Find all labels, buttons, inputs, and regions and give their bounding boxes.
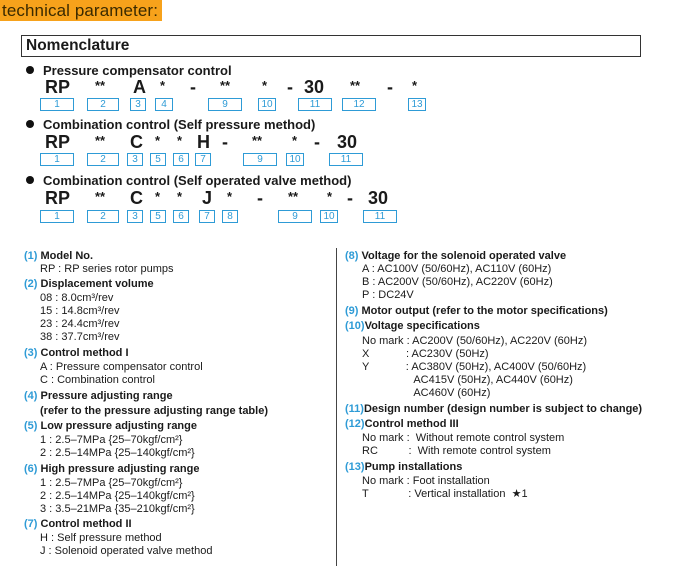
item-line: J : Solenoid operated valve method <box>40 545 213 557</box>
item-11-heading: (11)Design number (design number is subject to change) <box>345 403 643 415</box>
code-char: C <box>130 132 143 152</box>
code-char: * <box>262 78 268 93</box>
code-char: 30 <box>337 132 358 152</box>
code-char: - <box>222 132 228 152</box>
item-10-heading: (10)Voltage specifications <box>345 320 480 332</box>
position-box: 12 <box>342 98 376 111</box>
code-char: * <box>177 189 183 204</box>
item-line: 23 : 24.4cm³/rev <box>40 318 120 330</box>
position-box: 5 <box>150 210 166 223</box>
item-line: 15 : 14.8cm³/rev <box>40 305 120 317</box>
code-char: ** <box>95 78 106 93</box>
position-box: 11 <box>298 98 332 111</box>
nomenclature-title: Nomenclature <box>21 35 641 57</box>
position-box: 4 <box>155 98 173 111</box>
position-box: 5 <box>150 153 166 166</box>
item-line: A : AC100V (50/60Hz), AC110V (60Hz) <box>362 263 552 275</box>
position-box: 1 <box>40 210 74 223</box>
section-3-title: Combination control (Self operated valve method) <box>26 173 351 188</box>
code-char: * <box>292 133 298 148</box>
item-line: RP : RP series rotor pumps <box>40 263 174 275</box>
item-line: 08 : 8.0cm³/rev <box>40 292 114 304</box>
code-char: ** <box>95 189 106 204</box>
item-4-subheading: (refer to the pressure adjusting range table) <box>40 405 268 417</box>
item-line: Y : AC380V (50Hz), AC400V (50/60Hz) <box>362 361 587 373</box>
item-line: No mark : AC200V (50/60Hz), AC220V (60Hz) <box>362 335 587 347</box>
position-box: 2 <box>87 210 119 223</box>
code-char: RP <box>45 77 71 97</box>
position-box: 10 <box>320 210 338 223</box>
section-2-title: Combination control (Self pressure method) <box>26 117 315 132</box>
section-1-title: Pressure compensator control <box>26 63 232 78</box>
item-1-heading: (1) Model No. <box>24 250 94 262</box>
position-box: 6 <box>173 210 189 223</box>
item-12-heading: (12)Control method III <box>345 418 459 430</box>
item-5-heading: (5) Low pressure adjusting range <box>24 420 197 432</box>
item-line: AC460V (60Hz) <box>362 387 491 399</box>
code-char: * <box>412 78 418 93</box>
item-6-heading: (6) High pressure adjusting range <box>24 463 200 475</box>
position-box: 8 <box>222 210 238 223</box>
item-line: B : AC200V (50/60Hz), AC220V (60Hz) <box>362 276 553 288</box>
column-divider <box>336 248 337 566</box>
item-7-heading: (7) Control method II <box>24 518 132 530</box>
code-char: * <box>327 189 333 204</box>
code-char: * <box>227 189 233 204</box>
position-box: 9 <box>208 98 242 111</box>
code-char: H <box>197 132 210 152</box>
code-char: - <box>190 77 196 97</box>
item-13-heading: (13)Pump installations <box>345 461 463 473</box>
item-8-heading: (8) Voltage for the solenoid operated valve <box>345 250 567 262</box>
code-char: - <box>287 77 293 97</box>
item-line: C : Combination control <box>40 374 155 386</box>
item-2-heading: (2) Displacement volume <box>24 278 154 290</box>
position-box: 7 <box>199 210 215 223</box>
item-9-heading: (9) Motor output (refer to the motor specifications) <box>345 305 608 317</box>
position-box: 11 <box>363 210 397 223</box>
item-3-heading: (3) Control method I <box>24 347 129 359</box>
item-line: P : DC24V <box>362 289 414 301</box>
code-char: 30 <box>368 188 389 208</box>
item-line: AC415V (50Hz), AC440V (60Hz) <box>362 374 573 386</box>
code-char: ** <box>350 78 361 93</box>
item-line: 38 : 37.7cm³/rev <box>40 331 120 343</box>
position-box: 7 <box>195 153 211 166</box>
position-box: 2 <box>87 98 119 111</box>
code-char: - <box>314 132 320 152</box>
position-box: 11 <box>329 153 363 166</box>
item-line: 1 : 2.5–7MPa {25–70kgf/cm²} <box>40 434 183 446</box>
bullet-icon <box>26 66 34 74</box>
position-box: 3 <box>127 210 143 223</box>
code-char: ** <box>95 133 106 148</box>
code-char: RP <box>45 188 71 208</box>
item-4-heading: (4) Pressure adjusting range <box>24 390 173 402</box>
code-char: * <box>155 189 161 204</box>
code-char: RP <box>45 132 71 152</box>
bullet-icon <box>26 176 34 184</box>
position-box: 9 <box>243 153 277 166</box>
code-char: 30 <box>304 77 325 97</box>
item-line: 2 : 2.5–14MPa {25–140kgf/cm²} <box>40 447 195 459</box>
position-box: 9 <box>278 210 312 223</box>
code-char: ** <box>252 133 263 148</box>
item-line: A : Pressure compensator control <box>40 361 203 373</box>
bullet-icon <box>26 120 34 128</box>
code-char: C <box>130 188 143 208</box>
position-box: 10 <box>286 153 304 166</box>
position-box: 10 <box>258 98 276 111</box>
code-char: J <box>202 188 213 208</box>
code-char: ** <box>220 78 231 93</box>
position-box: 1 <box>40 98 74 111</box>
position-box: 6 <box>173 153 189 166</box>
code-char: A <box>133 77 146 97</box>
position-box: 13 <box>408 98 426 111</box>
item-line: 1 : 2.5–7MPa {25–70kgf/cm²} <box>40 477 183 489</box>
code-char: - <box>257 188 263 208</box>
item-line: No mark : Foot installation <box>362 475 490 487</box>
item-line: No mark : Without remote control system <box>362 432 565 444</box>
item-line: RC : With remote control system <box>362 445 551 457</box>
position-box: 3 <box>127 153 143 166</box>
code-char: * <box>155 133 161 148</box>
code-char: - <box>347 188 353 208</box>
code-char: * <box>160 78 166 93</box>
position-box: 2 <box>87 153 119 166</box>
item-line: 2 : 2.5–14MPa {25–140kgf/cm²} <box>40 490 195 502</box>
section-header: technical parameter: <box>0 0 162 21</box>
code-char: * <box>177 133 183 148</box>
item-line: X : AC230V (50Hz) <box>362 348 489 360</box>
item-line: 3 : 3.5–21MPa {35–210kgf/cm²} <box>40 503 195 515</box>
code-char: - <box>387 77 393 97</box>
item-line: T : Vertical installation ★1 <box>362 488 528 500</box>
code-char: ** <box>288 189 299 204</box>
position-box: 3 <box>130 98 146 111</box>
item-line: H : Self pressure method <box>40 532 162 544</box>
position-box: 1 <box>40 153 74 166</box>
